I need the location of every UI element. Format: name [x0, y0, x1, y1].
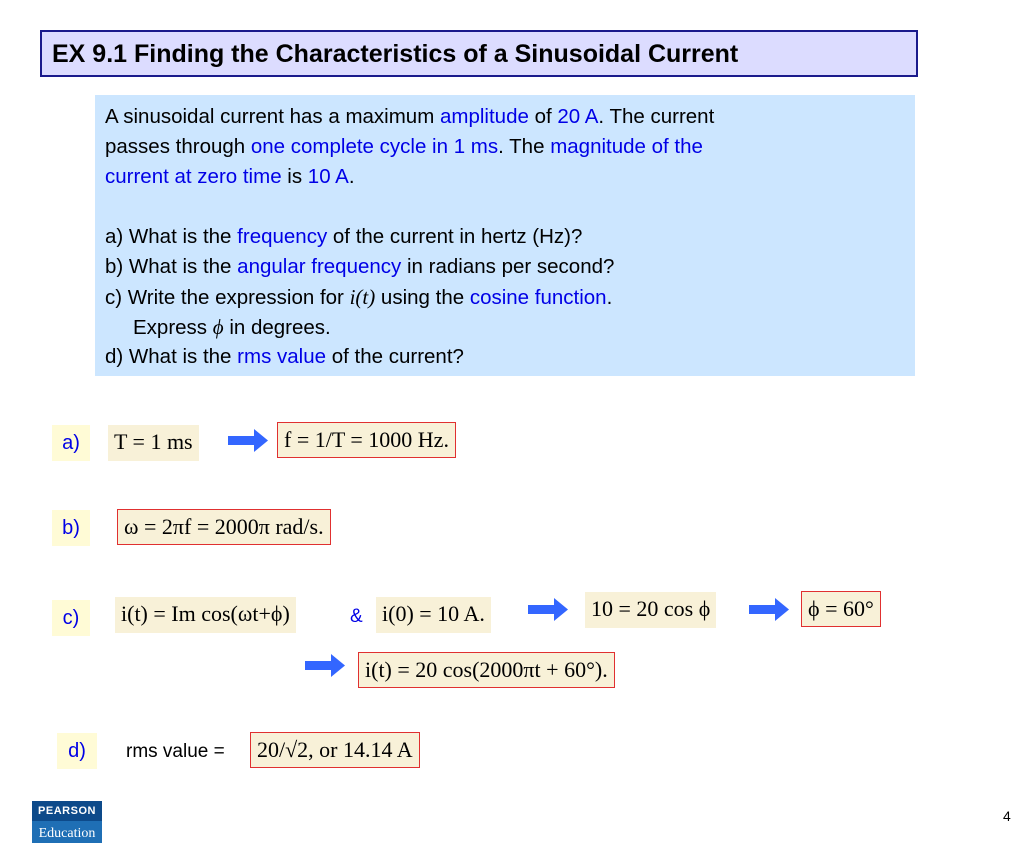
problem-statement — [95, 95, 915, 376]
equation-initial-condition: i(0) = 10 A. — [376, 597, 491, 633]
question-a: a) What is the frequency of the current in hertz (Hz)? — [105, 225, 583, 248]
slide-title: EX 9.1 Finding the Characteristics of a Sinusoidal Current — [52, 40, 739, 68]
right-arrow-icon — [749, 598, 791, 622]
logo-bottom-text: Education — [38, 826, 96, 841]
solution-label-b: b) — [52, 510, 90, 546]
question-d: d) What is the rms value of the current? — [105, 345, 464, 368]
pearson-education-logo — [32, 798, 102, 843]
rms-text: rms value = — [126, 741, 225, 762]
problem-line-1: A sinusoidal current has a maximum amplitude of 20 A. The current — [105, 105, 715, 128]
question-c-continued: Express ϕ in degrees. — [133, 315, 331, 339]
logo-top-text: PEARSON — [32, 801, 102, 821]
solution-label-a: a) — [52, 425, 90, 461]
right-arrow-icon — [228, 429, 270, 453]
equation-rms-result: 20/√2, or 14.14 A — [250, 732, 420, 768]
equation-frequency-result: f = 1/T = 1000 Hz. — [277, 422, 456, 458]
title-box — [40, 30, 918, 77]
equation-cosine-step: 10 = 20 cos ϕ — [585, 592, 716, 628]
ampersand: & — [350, 606, 363, 627]
right-arrow-icon — [528, 598, 570, 622]
equation-current-expression-result: i(t) = 20 cos(2000πt + 60°). — [358, 652, 615, 688]
equation-period: T = 1 ms — [108, 425, 199, 461]
question-b: b) What is the angular frequency in radians per second? — [105, 255, 615, 278]
equation-general-form: i(t) = Im cos(ωt+ϕ) — [115, 597, 296, 633]
page-number: 4 — [1003, 808, 1011, 824]
equation-angular-frequency-result: ω = 2πf = 2000π rad/s. — [117, 509, 331, 545]
solution-label-c: c) — [52, 600, 90, 636]
equation-phase-result: ϕ = 60° — [801, 591, 881, 627]
right-arrow-icon — [305, 654, 347, 678]
spacer — [105, 192, 915, 222]
problem-line-2: passes through one complete cycle in 1 ms. The magnitude of the — [105, 135, 703, 158]
problem-line-3: current at zero time is 10 A. — [105, 165, 355, 188]
question-c: c) Write the expression for i(t) using the cosine function. — [105, 285, 613, 309]
solution-label-d: d) — [57, 733, 97, 769]
